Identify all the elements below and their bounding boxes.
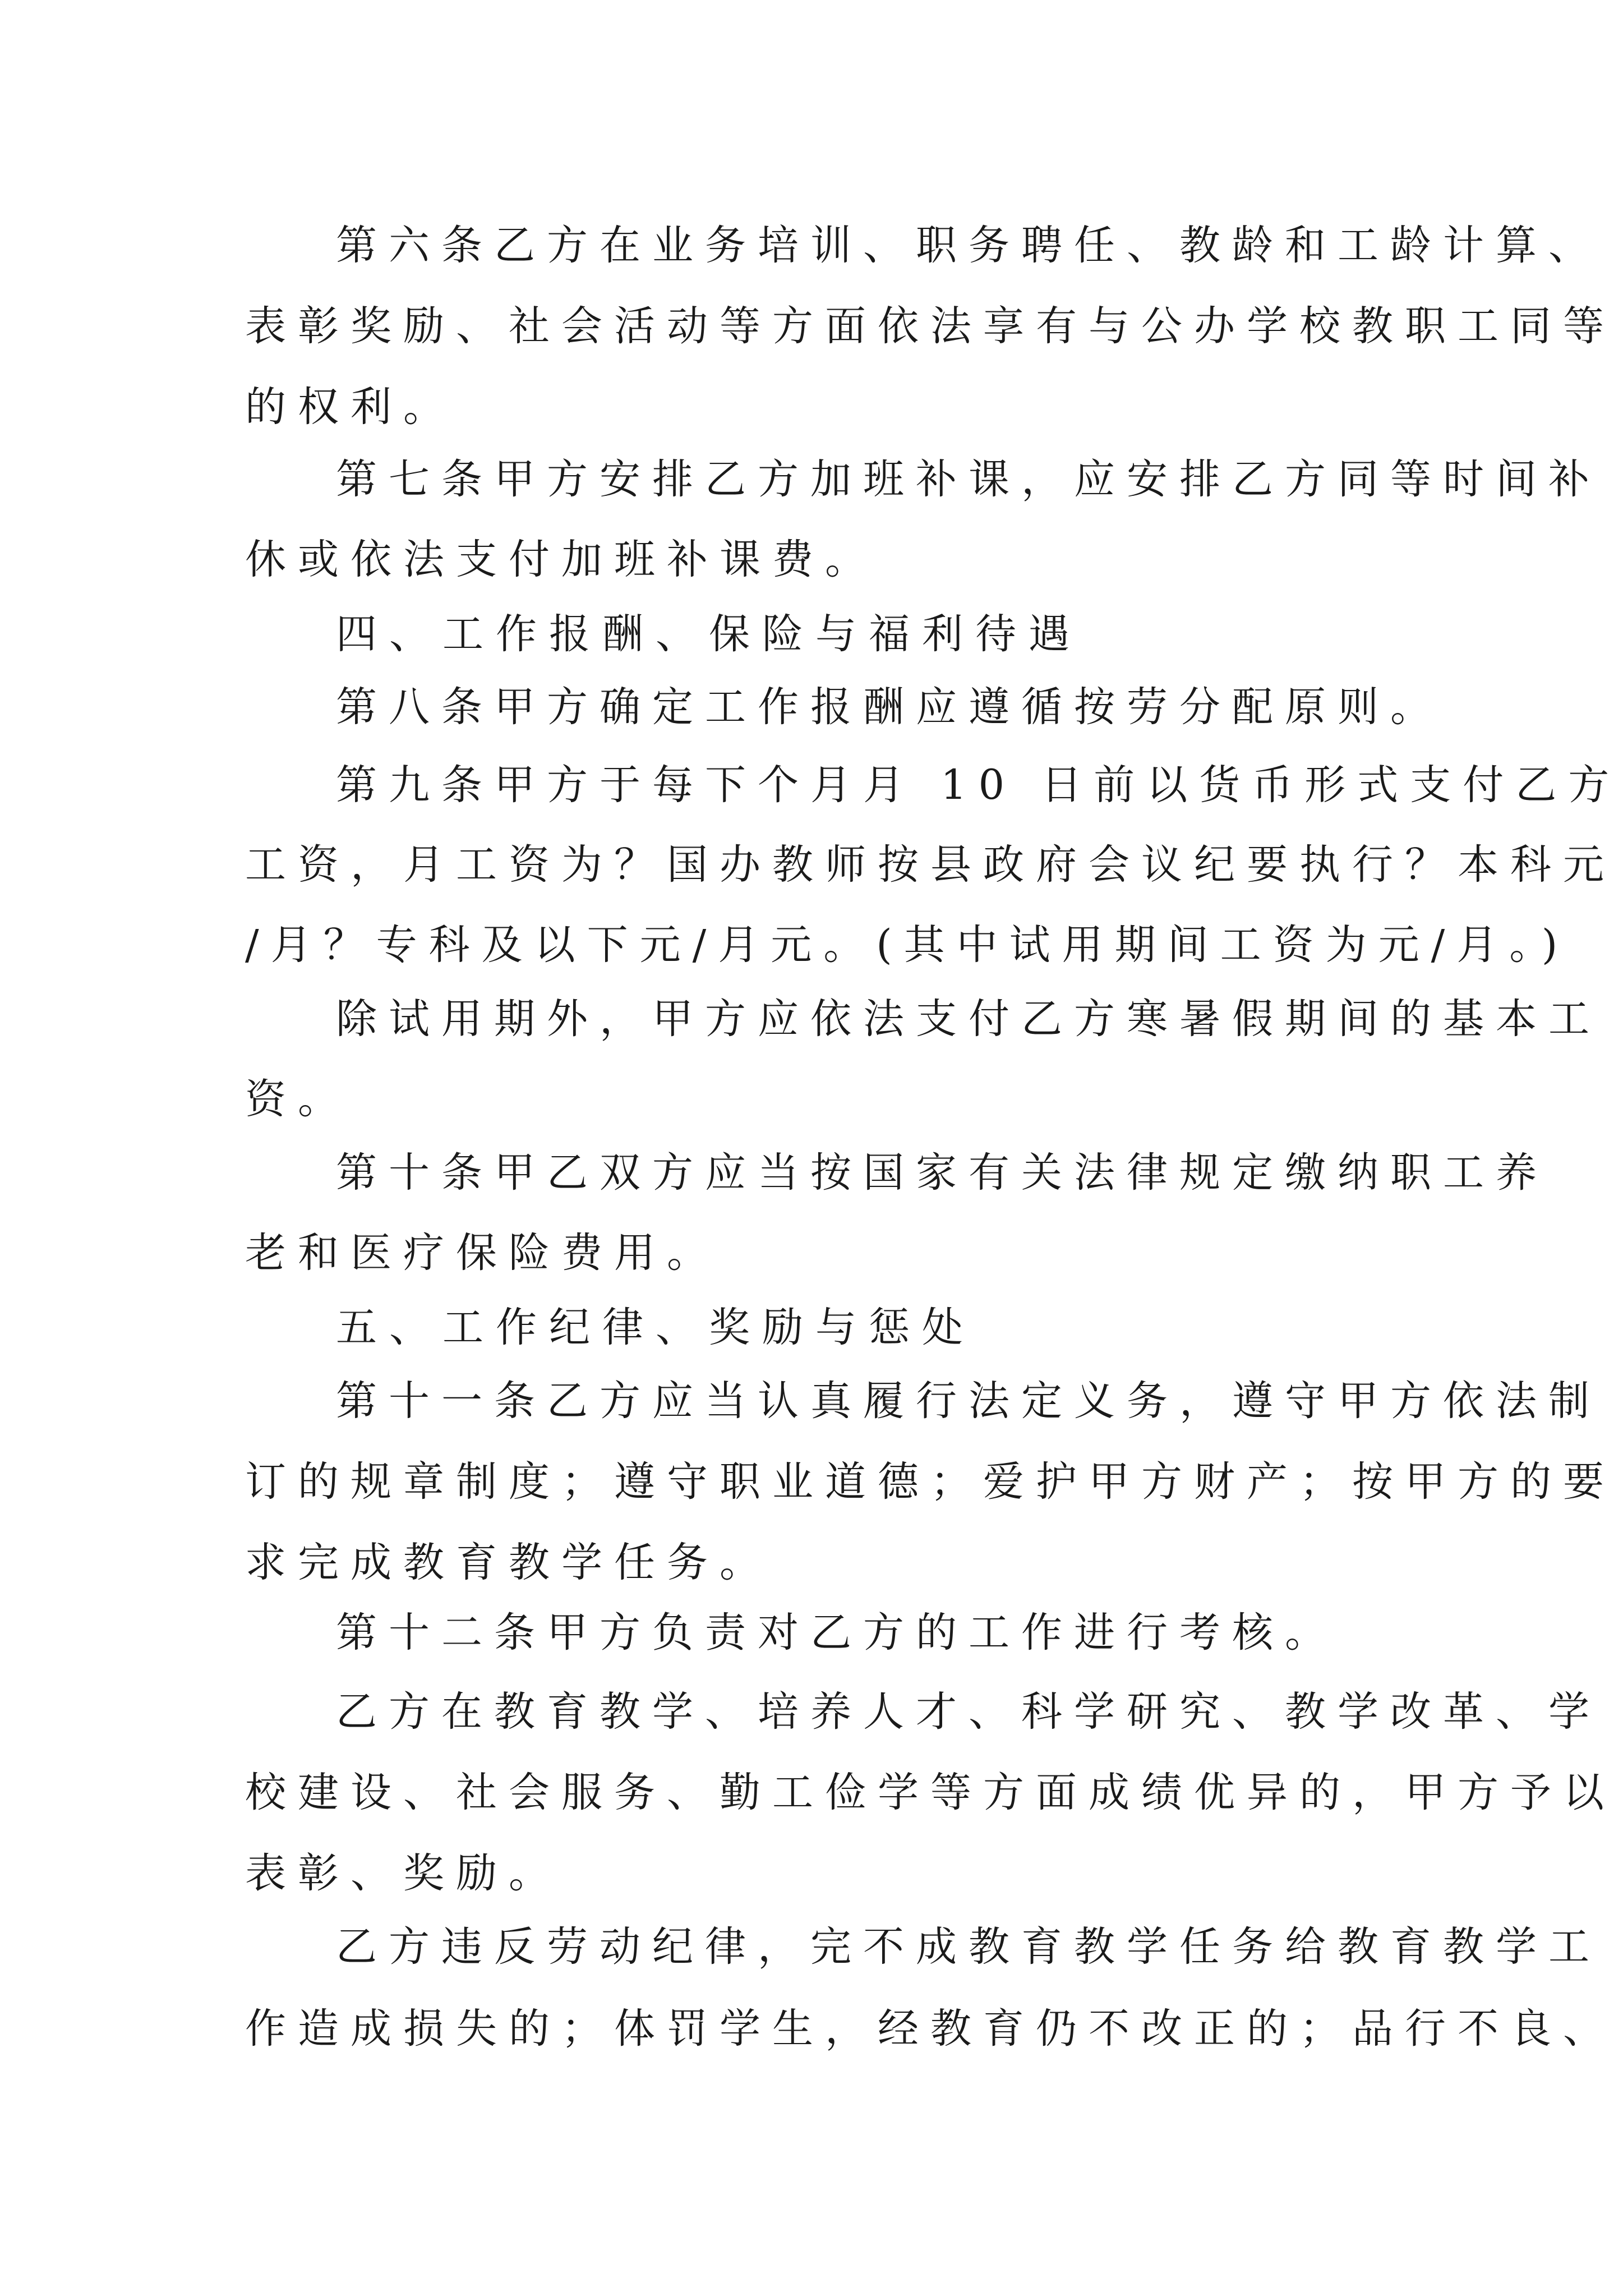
article-10-line-2: 老和医疗保险费用。 (245, 1229, 720, 1277)
article-12-line-1: 第十二条甲方负责对乙方的工作进行考核。 (336, 1609, 1338, 1657)
article-9-line-1: 第九条甲方于每下个月月 10 日前以货币形式支付乙方 (336, 761, 1621, 809)
reward-line-2: 校建设、社会服务、勤工俭学等方面成绩优异的，甲方予以 (245, 1769, 1616, 1816)
vacation-pay-line-2: 资。 (245, 1075, 351, 1123)
article-6-line-3: 的权利。 (245, 383, 456, 431)
section-heading-5: 五、工作纪律、奖励与惩处 (336, 1304, 975, 1351)
article-8-line-1: 第八条甲方确定工作报酬应遵循按劳分配原则。 (336, 683, 1443, 731)
vacation-pay-line-1: 除试用期外，甲方应依法支付乙方寒暑假期间的基本工 (336, 995, 1601, 1043)
article-6-line-2: 表彰奖励、社会活动等方面依法享有与公办学校教职工同等 (245, 302, 1616, 350)
discipline-line-1: 乙方违反劳动纪律，完不成教育教学任务给教育教学工 (336, 1923, 1601, 1971)
article-7-line-1: 第七条甲方安排乙方加班补课，应安排乙方同等时间补 (336, 455, 1601, 503)
reward-line-3: 表彰、奖励。 (245, 1849, 561, 1897)
article-11-line-3: 求完成教育教学任务。 (245, 1539, 772, 1586)
reward-line-1: 乙方在教育教学、培养人才、科学研究、教学改革、学 (336, 1688, 1601, 1736)
article-11-line-1: 第十一条乙方应当认真履行法定义务，遵守甲方依法制 (336, 1377, 1601, 1425)
section-heading-4: 四、工作报酬、保险与福利待遇 (336, 610, 1082, 658)
article-6-line-1: 第六条乙方在业务培训、职务聘任、教龄和工龄计算、 (336, 222, 1601, 269)
discipline-line-2: 作造成损失的；体罚学生，经教育仍不改正的；品行不良、 (245, 2005, 1616, 2053)
article-9-line-2: 工资，月工资为？国办教师按县政府会议纪要执行？本科元 (245, 841, 1616, 889)
article-9-line-3: /月？专科及以下元/月元。(其中试用期间工资为元/月。) (245, 921, 1570, 969)
article-10-line-1: 第十条甲乙双方应当按国家有关法律规定缴纳职工养 (336, 1149, 1548, 1197)
article-11-line-2: 订的规章制度；遵守职业道德；爱护甲方财产；按甲方的要 (245, 1458, 1616, 1506)
article-7-line-2: 休或依法支付加班补课费。 (245, 536, 878, 583)
